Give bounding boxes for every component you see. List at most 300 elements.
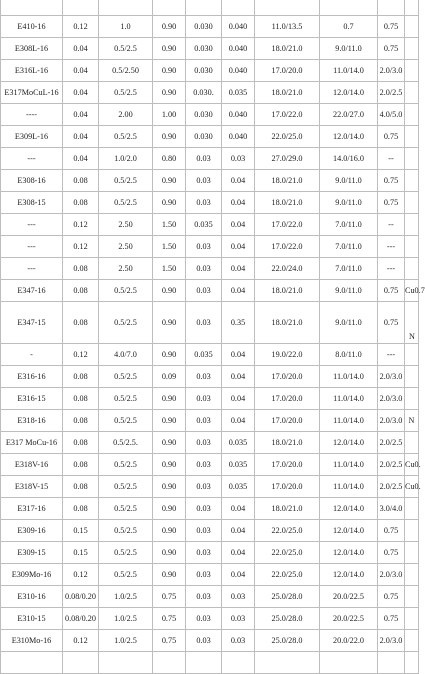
- table-cell: 0.04: [63, 148, 99, 170]
- table-cell: E308-16: [1, 170, 63, 192]
- table-cell: 8.0/11.0: [320, 344, 378, 366]
- table-cell: E410-16: [1, 16, 63, 38]
- table-cell: 18.0/21.0: [255, 280, 320, 302]
- table-cell: [222, 652, 255, 674]
- table-cell: 12.0/14.0: [320, 432, 378, 454]
- table-cell: 0.5/2.5.: [99, 432, 153, 454]
- table-cell: 25.0/28.0: [255, 630, 320, 652]
- table-cell: 0.5/2.5: [99, 542, 153, 564]
- table-cell: 0.90: [153, 410, 186, 432]
- table-cell: [405, 564, 419, 586]
- table-row: [1, 148, 419, 170]
- table-cell: 7.0/11.0: [320, 258, 378, 280]
- table-cell: 0.030: [186, 126, 222, 148]
- table-cell: E318-16: [1, 410, 63, 432]
- table-cell: 0.035: [222, 432, 255, 454]
- table-cell: 20.0/22.0: [320, 630, 378, 652]
- table-cell: 0.040: [222, 60, 255, 82]
- table-cell: 0.035: [222, 476, 255, 498]
- table-cell: 0.7: [320, 16, 378, 38]
- table-cell: 11.0/14.0: [320, 366, 378, 388]
- table-cell: 2.0/3.0: [378, 60, 405, 82]
- table-cell: 0.03: [222, 586, 255, 608]
- table-cell: 0.08: [63, 498, 99, 520]
- table-cell: 0.08: [63, 476, 99, 498]
- table-cell: 1.0/2.5: [99, 586, 153, 608]
- table-cell: [405, 126, 419, 148]
- table-cell: [405, 630, 419, 652]
- table-cell: 0.04: [222, 520, 255, 542]
- table-cell: 20.0/22.5: [320, 608, 378, 630]
- table-row: [1, 586, 419, 608]
- cell-text: N: [409, 332, 415, 341]
- table-cell: 0.08: [63, 192, 99, 214]
- table-cell: 0.08: [63, 454, 99, 476]
- table-cell: 9.0/11.0: [320, 170, 378, 192]
- table-cell: 0.90: [153, 564, 186, 586]
- table-cell: 0.04: [63, 60, 99, 82]
- table-cell: [186, 652, 222, 674]
- table-cell: 18.0/21.0: [255, 170, 320, 192]
- table-cell: E308-15: [1, 192, 63, 214]
- table-cell: 17.0/20.0: [255, 366, 320, 388]
- table-cell: E316L-16: [1, 60, 63, 82]
- table-cell: 12.0/14.0: [320, 498, 378, 520]
- table-cell: [378, 0, 405, 16]
- table-cell: 0.03: [186, 520, 222, 542]
- table-cell: 18.0/21.0: [255, 82, 320, 104]
- table-cell: 0.75: [153, 630, 186, 652]
- table-cell: 0.08: [63, 302, 99, 344]
- table-row: [1, 214, 419, 236]
- table-cell: 0.12: [63, 236, 99, 258]
- table-cell: 0.08/0.20: [63, 586, 99, 608]
- table-cell: 1.00: [153, 104, 186, 126]
- table-cell: 0.04: [222, 280, 255, 302]
- table-cell: 20.0/22.5: [320, 586, 378, 608]
- table-cell: 0.5/2.5: [99, 302, 153, 344]
- table-cell: 18.0/21.0: [255, 38, 320, 60]
- table-cell: 9.0/11.0: [320, 38, 378, 60]
- table-cell: ---: [1, 214, 63, 236]
- table-cell: 0.04: [63, 82, 99, 104]
- table-cell: 0.03: [186, 366, 222, 388]
- table-cell: 0.040: [222, 104, 255, 126]
- table-cell: 0.75: [378, 16, 405, 38]
- table-cell: 0.08: [63, 258, 99, 280]
- table-cell: 17.0/20.0: [255, 60, 320, 82]
- table-cell: 1.50: [153, 236, 186, 258]
- table-cell: 0.08/0.20: [63, 608, 99, 630]
- table-cell: 2.0/3.0: [378, 630, 405, 652]
- table-cell: E309-15: [1, 542, 63, 564]
- table-cell: 0.90: [153, 542, 186, 564]
- table-cell: Cu0.: [405, 454, 419, 476]
- table-cell: 2.00: [99, 104, 153, 126]
- table-cell: 2.50: [99, 214, 153, 236]
- table-cell: 14.0/16.0: [320, 148, 378, 170]
- table-cell: E310-15: [1, 608, 63, 630]
- table-cell: 12.0/14.0: [320, 82, 378, 104]
- table-cell: ---: [378, 236, 405, 258]
- table-cell: 1.50: [153, 214, 186, 236]
- table-cell: E310-16: [1, 586, 63, 608]
- table-cell: 0.04: [222, 170, 255, 192]
- table-cell: [1, 0, 63, 16]
- table-cell: 12.0/14.0: [320, 126, 378, 148]
- table-cell: 0.030.: [186, 82, 222, 104]
- table-cell: 0.75: [378, 542, 405, 564]
- table-cell: 0.03: [222, 630, 255, 652]
- table-cell: 0.04: [222, 564, 255, 586]
- table-row: [1, 280, 419, 302]
- table-cell: [405, 344, 419, 366]
- table-cell: 0.75: [378, 170, 405, 192]
- table-cell: 0.90: [153, 280, 186, 302]
- table-row: [1, 366, 419, 388]
- table-cell: 0.03: [186, 258, 222, 280]
- table-cell: [153, 0, 186, 16]
- table-row: [1, 652, 419, 674]
- table-cell: 0.08: [63, 410, 99, 432]
- table-cell: 12.0/14.0: [320, 542, 378, 564]
- table-cell: E316-16: [1, 366, 63, 388]
- table-row: [1, 542, 419, 564]
- table-cell: [99, 652, 153, 674]
- table-cell: 0.03: [186, 410, 222, 432]
- table-row: [1, 258, 419, 280]
- table-row: [1, 432, 419, 454]
- table-cell: 2.0/3.0: [378, 388, 405, 410]
- table-cell: [405, 258, 419, 280]
- table-cell: 0.03: [186, 170, 222, 192]
- table-body: [1, 0, 425, 674]
- table-cell: [405, 0, 419, 16]
- table-cell: 0.90: [153, 498, 186, 520]
- table-cell: 0.04: [222, 214, 255, 236]
- table-cell: ---: [1, 258, 63, 280]
- table-row: [1, 126, 419, 148]
- table-cell: 3.0/4.0: [378, 498, 405, 520]
- table-cell: 0.15: [63, 520, 99, 542]
- table-cell: 0.75: [153, 586, 186, 608]
- table-cell: 0.90: [153, 344, 186, 366]
- table-row: [1, 82, 419, 104]
- table-cell: 22.0/25.0: [255, 520, 320, 542]
- table-row: [1, 60, 419, 82]
- table-cell: [378, 652, 405, 674]
- table-cell: 0.030: [186, 16, 222, 38]
- table-cell: 1.0/2.5: [99, 630, 153, 652]
- table-cell: [153, 652, 186, 674]
- table-cell: E318V-15: [1, 476, 63, 498]
- table-cell: 0.03: [186, 302, 222, 344]
- table-cell: 17.0/22.0: [255, 214, 320, 236]
- table-row: [1, 410, 419, 432]
- table-cell: [255, 652, 320, 674]
- table-row: [1, 520, 419, 542]
- table-cell: [405, 432, 419, 454]
- table-cell: 0.035: [222, 454, 255, 476]
- table-cell: 0.03: [186, 388, 222, 410]
- table-cell: 0.5/2.5: [99, 38, 153, 60]
- table-cell: 0.15: [63, 542, 99, 564]
- table-cell: 0.90: [153, 476, 186, 498]
- table-cell: E347-15: [1, 302, 63, 344]
- table-cell: 22.0/25.0: [255, 542, 320, 564]
- table-cell: [222, 0, 255, 16]
- table-cell: 27.0/29.0: [255, 148, 320, 170]
- table-cell: 2.0/2.5: [378, 82, 405, 104]
- table-cell: 17.0/20.0: [255, 410, 320, 432]
- table-cell: 0.03: [186, 542, 222, 564]
- table-cell: [405, 608, 419, 630]
- table-cell: [405, 652, 419, 674]
- table-cell: 2.0/2.5: [378, 454, 405, 476]
- table-cell: 0.90: [153, 302, 186, 344]
- table-cell: 0.04: [222, 192, 255, 214]
- table-cell: 0.5/2.5: [99, 170, 153, 192]
- table-cell: 0.04: [222, 344, 255, 366]
- table-cell: 0.04: [63, 126, 99, 148]
- table-cell: 9.0/11.0: [320, 280, 378, 302]
- table-cell: 0.08: [63, 280, 99, 302]
- table-cell: 1.0/2.0: [99, 148, 153, 170]
- table-cell: ---: [378, 258, 405, 280]
- table-cell: 2.50: [99, 236, 153, 258]
- table-cell: 0.90: [153, 192, 186, 214]
- table-cell: 9.0/11.0: [320, 192, 378, 214]
- table-cell: 0.90: [153, 388, 186, 410]
- table-cell: --: [378, 148, 405, 170]
- table-cell: 0.03: [186, 476, 222, 498]
- table-cell: 0.90: [153, 126, 186, 148]
- table-cell: [405, 302, 419, 344]
- table-cell: 0.040: [222, 38, 255, 60]
- table-row: [1, 564, 419, 586]
- table-cell: 17.0/20.0: [255, 454, 320, 476]
- table-cell: [405, 236, 419, 258]
- table-cell: 0.5/2.5: [99, 476, 153, 498]
- table-cell: 4.0/5.0: [378, 104, 405, 126]
- table-cell: 0.5/2.50: [99, 60, 153, 82]
- table-cell: 0.040: [222, 126, 255, 148]
- table-row: [1, 498, 419, 520]
- table-cell: [255, 0, 320, 16]
- table-cell: 0.04: [222, 388, 255, 410]
- table-cell: 0.03: [186, 630, 222, 652]
- table-cell: E316-15: [1, 388, 63, 410]
- table-cell: 11.0/14.0: [320, 476, 378, 498]
- table-cell: 17.0/20.0: [255, 388, 320, 410]
- table-cell: 0.030: [186, 38, 222, 60]
- table-cell: [99, 0, 153, 16]
- table-cell: 0.5/2.5: [99, 454, 153, 476]
- table-cell: 0.80: [153, 148, 186, 170]
- table-cell: 0.03: [186, 564, 222, 586]
- table-cell: --: [378, 214, 405, 236]
- table-cell: 0.75: [378, 280, 405, 302]
- table-row: [1, 476, 419, 498]
- table-row: [1, 388, 419, 410]
- table-row: [1, 454, 419, 476]
- table-cell: 0.03: [186, 192, 222, 214]
- table-cell: [320, 652, 378, 674]
- table-row: [1, 16, 419, 38]
- table-cell: ---: [1, 236, 63, 258]
- table-cell: 18.0/21.0: [255, 432, 320, 454]
- table-row: [1, 192, 419, 214]
- table-row: [1, 344, 419, 366]
- table-cell: 0.12: [63, 344, 99, 366]
- table-row: [1, 236, 419, 258]
- table-cell: 0.5/2.5: [99, 410, 153, 432]
- table-cell: E310Mo-16: [1, 630, 63, 652]
- table-row: [1, 630, 419, 652]
- table-cell: 0.03: [186, 280, 222, 302]
- table-cell: 2.0/2.5: [378, 432, 405, 454]
- table-cell: 0.035: [222, 82, 255, 104]
- table-cell: 1.0/2.5: [99, 608, 153, 630]
- table-cell: [405, 542, 419, 564]
- table-cell: 19.0/22.0: [255, 344, 320, 366]
- table-cell: [405, 498, 419, 520]
- table-cell: 0.75: [378, 586, 405, 608]
- table-cell: [63, 0, 99, 16]
- table-cell: 0.12: [63, 630, 99, 652]
- table-cell: 17.0/22.0: [255, 104, 320, 126]
- table-cell: 0.04: [222, 498, 255, 520]
- table-cell: 0.030: [186, 104, 222, 126]
- table-cell: 0.75: [378, 302, 405, 344]
- table-row: [1, 38, 419, 60]
- table-cell: [320, 0, 378, 16]
- table-cell: 0.08: [63, 388, 99, 410]
- table-cell: 0.5/2.5: [99, 520, 153, 542]
- table-cell: 0.03: [222, 148, 255, 170]
- table-cell: 22.0/25.0: [255, 564, 320, 586]
- table-cell: 11.0/14.0: [320, 454, 378, 476]
- table-cell: 2.0/3.0: [378, 366, 405, 388]
- table-cell: 12.0/14.0: [320, 564, 378, 586]
- table-cell: [405, 520, 419, 542]
- table-cell: E318V-16: [1, 454, 63, 476]
- table-cell: 0.04: [222, 236, 255, 258]
- table-cell: 9.0/11.0: [320, 302, 378, 344]
- table-cell: 22.0/24.0: [255, 258, 320, 280]
- table-cell: 0.09: [153, 366, 186, 388]
- table-cell: ---: [378, 344, 405, 366]
- table-cell: 0.03: [186, 586, 222, 608]
- table-cell: [405, 148, 419, 170]
- table-cell: 0.04: [222, 366, 255, 388]
- table-cell: 0.040: [222, 16, 255, 38]
- table-cell: 2.50: [99, 258, 153, 280]
- table-cell: 0.03: [186, 432, 222, 454]
- table-cell: 0.04: [63, 38, 99, 60]
- table-cell: [405, 170, 419, 192]
- table-cell: 0.04: [222, 258, 255, 280]
- table-cell: 25.0/28.0: [255, 608, 320, 630]
- table-cell: 0.03: [186, 236, 222, 258]
- table-cell: E317 MoCu-16: [1, 432, 63, 454]
- table-cell: 18.0/21.0: [255, 302, 320, 344]
- table-cell: 0.90: [153, 454, 186, 476]
- table-cell: 0.08: [63, 432, 99, 454]
- table-cell: 0.03: [186, 148, 222, 170]
- table-cell: 17.0/22.0: [255, 236, 320, 258]
- table-cell: 0.12: [63, 16, 99, 38]
- table-cell: 18.0/21.0: [255, 192, 320, 214]
- table-cell: 7.0/11.0: [320, 214, 378, 236]
- table-cell: 0.035: [186, 344, 222, 366]
- table-cell: 0.035: [186, 214, 222, 236]
- table-cell: Cu0.: [405, 476, 419, 498]
- table-row: [1, 170, 419, 192]
- table-cell: 0.75: [378, 38, 405, 60]
- table-cell: 0.5/2.5: [99, 366, 153, 388]
- table-cell: 0.35: [222, 302, 255, 344]
- table-cell: E317-16: [1, 498, 63, 520]
- table-cell: 0.90: [153, 38, 186, 60]
- table-cell: 0.75: [378, 192, 405, 214]
- table-cell: E309L-16: [1, 126, 63, 148]
- table-cell: 0.90: [153, 432, 186, 454]
- table-cell: E347-16: [1, 280, 63, 302]
- table-row: [1, 608, 419, 630]
- table-cell: [405, 104, 419, 126]
- table-cell: 0.08: [63, 170, 99, 192]
- table-cell: 0.04: [222, 410, 255, 432]
- table-row: [1, 0, 419, 16]
- table-cell: 0.75: [378, 126, 405, 148]
- table-cell: 0.90: [153, 82, 186, 104]
- table-cell: 0.5/2.5: [99, 498, 153, 520]
- table-cell: 0.04: [63, 104, 99, 126]
- table-cell: 18.0/21.0: [255, 498, 320, 520]
- table-cell: 12.0/14.0: [320, 520, 378, 542]
- table-cell: 0.5/2.5: [99, 388, 153, 410]
- table-cell: [1, 652, 63, 674]
- table-cell: [405, 366, 419, 388]
- table-cell: 0.5/2.5: [99, 82, 153, 104]
- table-cell: 7.0/11.0: [320, 236, 378, 258]
- table-cell: 17.0/20.0: [255, 476, 320, 498]
- table-cell: 0.5/2.5: [99, 564, 153, 586]
- table-cell: 1.50: [153, 258, 186, 280]
- table-cell: 0.08: [63, 366, 99, 388]
- table-cell: [405, 82, 419, 104]
- table-cell: 0.04: [222, 542, 255, 564]
- table-cell: 2.0/2.5: [378, 476, 405, 498]
- table-cell: 25.0/28.0: [255, 586, 320, 608]
- table-cell: [405, 586, 419, 608]
- table-cell: E309Mo-16: [1, 564, 63, 586]
- table-cell: 0.03: [186, 608, 222, 630]
- table-cell: ----: [1, 104, 63, 126]
- table-cell: 11.0/14.0: [320, 410, 378, 432]
- table-cell: [405, 60, 419, 82]
- table-cell: 0.90: [153, 170, 186, 192]
- table-cell: 11.0/14.0: [320, 388, 378, 410]
- table-cell: 0.5/2.5: [99, 126, 153, 148]
- table-cell: 22.0/27.0: [320, 104, 378, 126]
- table-row: [1, 302, 419, 344]
- table-cell: [405, 16, 419, 38]
- table-cell: 0.12: [63, 214, 99, 236]
- table-cell: 0.75: [378, 520, 405, 542]
- table-cell: [405, 192, 419, 214]
